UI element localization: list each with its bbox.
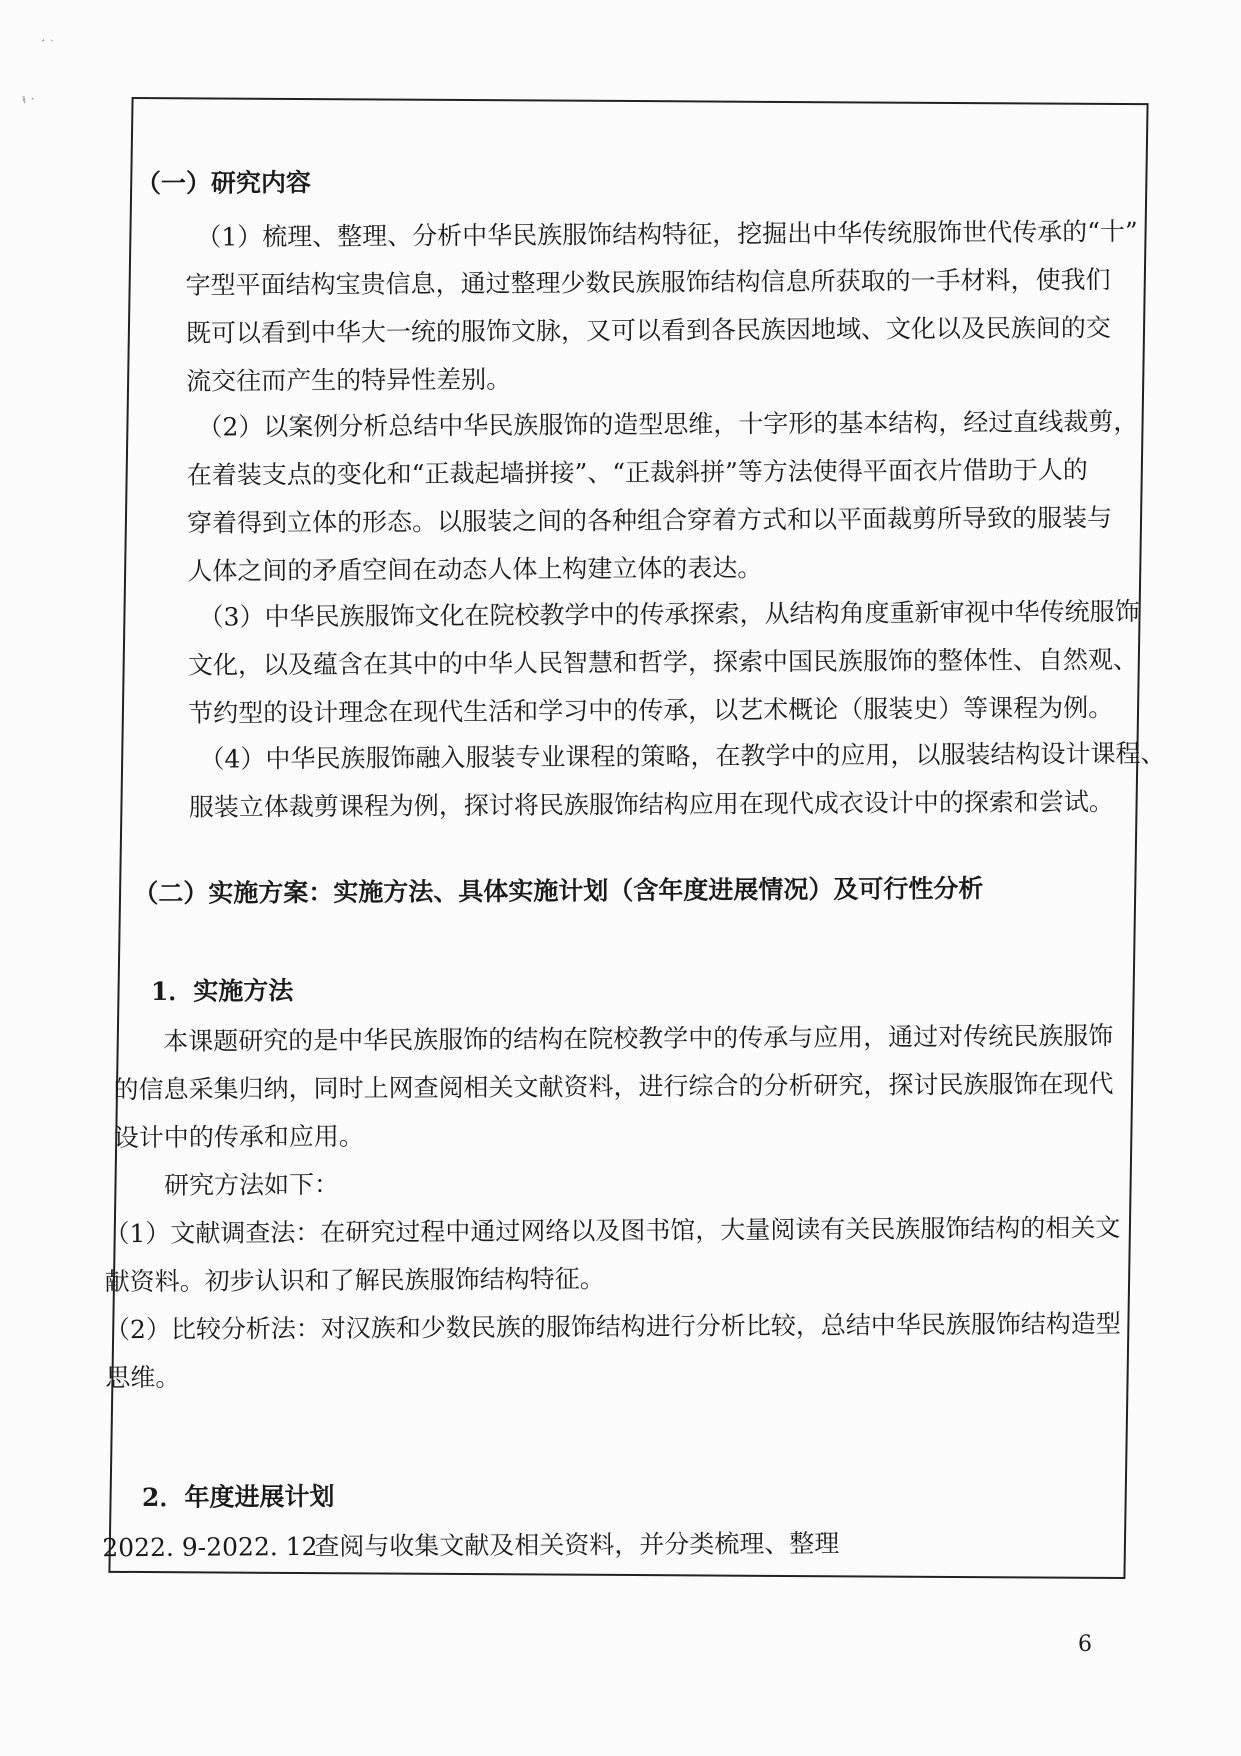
paragraph-1-line-4: 流交往而产生的特异性差别。 (186, 364, 512, 396)
scan-mark-left: ᵼ · (22, 92, 35, 106)
paragraph-1-line-3: 既可以看到中华大一统的服饰文脉，又可以看到各民族因地域、文化以及民族间的交 (185, 313, 1111, 348)
paragraph-4-line-2: 服装立体裁剪课程为例，探讨将民族服饰结构应用在现代成衣设计中的探索和尝试。 (188, 787, 1114, 822)
subheading-annual-plan: 2．年度进展计划 (141, 1481, 335, 1513)
subheading-implementation-method: 1．实施方法 (150, 976, 294, 1006)
page-number: 6 (1078, 1632, 1092, 1657)
scan-mark-top: ¸ ˎ (40, 28, 54, 42)
plan-period: 2022. 9-2022. 12 (102, 1531, 318, 1563)
method-2-line-1: （2）比较分析法：对汉族和少数民族的服饰结构进行分析比较，总结中华民族服饰结构造型 (104, 1309, 1121, 1345)
paragraph-2-line-4: 人体之间的矛盾空间在动态人体上构建立体的表达。 (187, 553, 763, 586)
paragraph-1-line-1: （1）梳理、整理、分析中华民族服饰结构特征，挖掘出中华传统服饰世代传承的“十” (196, 216, 1138, 252)
content-area (102, 97, 1166, 1583)
method-1-line-2: 献资料。初步认识和了解民族服饰结构特征。 (104, 1264, 605, 1297)
intro-line-3: 设计中的传承和应用。 (113, 1121, 364, 1153)
paragraph-2-line-2: 在着装支点的变化和“正裁起墙拼接”、“正裁斜拼”等方法使得平面衣片借助于人的 (186, 455, 1088, 490)
section-title-implementation: （二）实施方案：实施方法、具体实施计划（含年度进展情况）及可行性分析 (133, 873, 984, 909)
paragraph-3-line-2: 文化，以及蕴含在其中的中华人民智慧和哲学，探索中国民族服饰的整体性、自然观、 (187, 644, 1139, 680)
paragraph-3-line-1: （3）中华民族服饰文化在院校教学中的传承探索，从结构角度重新审视中华传统服饰 (198, 596, 1140, 632)
plan-task: 查阅与收集文献及相关资料，并分类梳理、整理 (314, 1528, 840, 1562)
paragraph-1-line-2: 字型平面结构宝贵信息，通过整理少数民族服饰结构信息所获取的一手材料，使我们 (185, 265, 1111, 300)
methods-label: 研究方法如下： (164, 1169, 340, 1200)
paragraph-4-line-1: （4）中华民族服饰融入服装专业课程的策略，在教学中的应用，以服装结构设计课程、 (199, 738, 1166, 774)
intro-line-2: 的信息采集归纳，同时上网查阅相关文献资料，进行综合的分析研究，探讨民族服饰在现代 (113, 1069, 1114, 1105)
section-title-research-content: （一）研究内容 (135, 167, 312, 199)
paragraph-2-line-3: 穿着得到立体的形态。以服装之间的各种组合穿着方式和以平面裁剪所导致的服装与 (186, 503, 1113, 538)
paragraph-2-line-1: （2）以案例分析总结中华民族服饰的造型思维，十字形的基本结构，经过直线裁剪， (197, 406, 1139, 442)
intro-line-1: 本课题研究的是中华民族服饰的结构在院校教学中的传承与应用，通过对传统民族服饰 (163, 1021, 1114, 1056)
method-1-line-1: （1）文献调查法：在研究过程中通过网络以及图书馆，大量阅读有关民族服饰结构的相关文 (104, 1213, 1121, 1249)
method-2-line-2: 思维。 (105, 1362, 181, 1393)
paragraph-3-line-3: 节约型的设计理念在现代生活和学习中的传承，以艺术概论（服装史）等课程为例。 (188, 693, 1114, 728)
